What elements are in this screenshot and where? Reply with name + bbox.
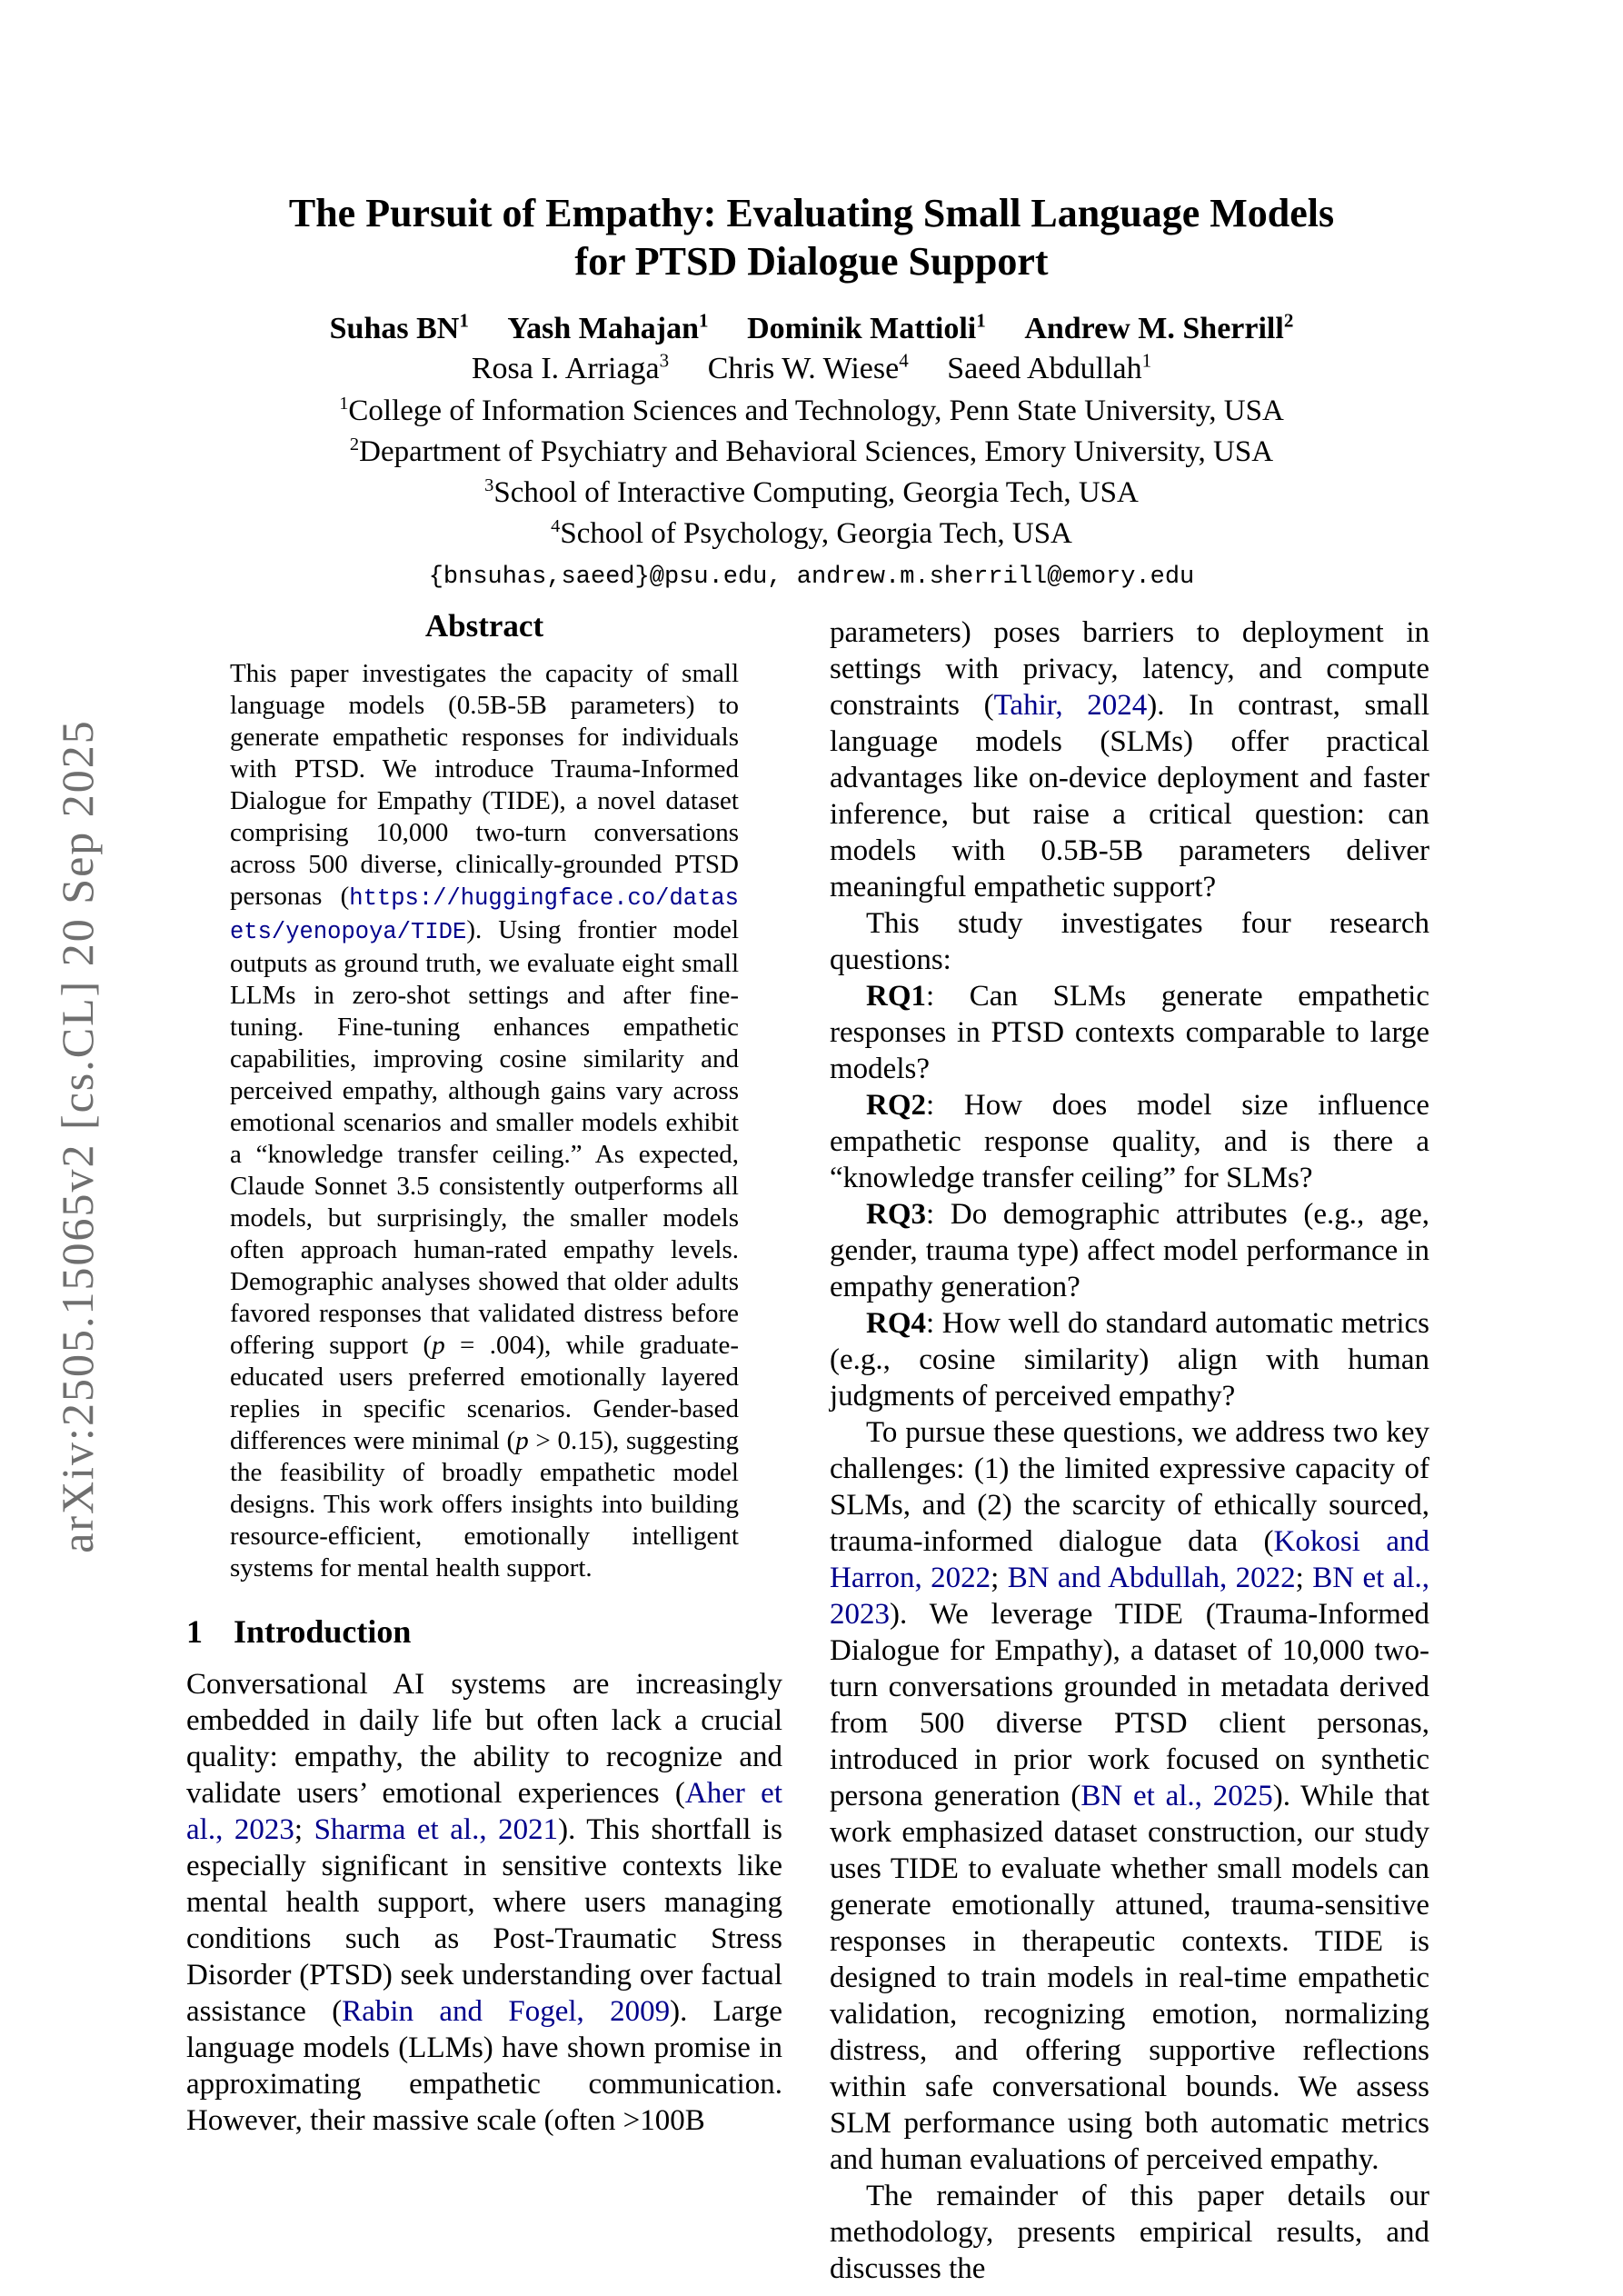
right-column: [830, 614, 1429, 2287]
bold-text: RQ3: [866, 1198, 926, 1231]
citation-link[interactable]: Sharma et al., 2021: [314, 1813, 559, 1846]
citation-link[interactable]: Rabin and Fogel, 2009: [342, 1995, 671, 2028]
text-segment: [669, 352, 708, 385]
arxiv-watermark: arXiv:2505.15065v2 [cs.CL] 20 Sep 2025: [52, 719, 103, 1553]
text-segment: : Can SLMs generate empathetic responses in PTSD contexts comparable to large models?: [830, 980, 1429, 1085]
bold-text: RQ1: [866, 980, 926, 1013]
affiliation-3: [0, 473, 1623, 514]
paper-title-line1: The Pursuit of Empathy: Evaluating Small Language Models: [288, 191, 1335, 235]
text-segment: parameters) poses barriers to deployment in settings with privacy, latency, and compute constraints (: [830, 616, 1429, 722]
left-column: [186, 607, 782, 2139]
text-segment: : Do demographic attributes (e.g., age, gender, trauma type) affect model performance in empathy generation?: [830, 1198, 1429, 1303]
text-segment: [469, 312, 508, 345]
superscript: 1: [699, 309, 709, 332]
text-segment: To pursue these questions, we address two key challenges: (1) the limited expressive capacity of SLMs, and (2) the scarcity of ethically sourced, trauma-informed dialogue data (: [830, 1416, 1429, 1558]
text-segment: College of Information Sciences and Technology, Penn State University, USA: [348, 394, 1284, 427]
text-segment: Department of Psychiatry and Behavioral Sciences, Emory University, USA: [359, 435, 1274, 468]
text-segment: Saeed Abdullah: [947, 352, 1142, 385]
text-segment: [986, 312, 1025, 345]
text-segment: [909, 352, 948, 385]
text-segment: The remainder of this paper details our methodology, presents empirical results, and discusses the: [830, 2180, 1429, 2285]
paper-title: [0, 189, 1623, 285]
affiliation-4: [0, 514, 1623, 554]
citation-link[interactable]: Aher et al., 2023: [186, 1777, 782, 1846]
text-segment: [709, 312, 748, 345]
superscript: 2: [349, 434, 360, 454]
abstract-heading: Abstract: [424, 608, 544, 644]
text-segment: ). We leverage TIDE (Trauma-Informed Dialogue for Empathy), a dataset of 10,000 two-turn conversations grounded in metadata derived from 500 diverse PTSD client personas, introduced in prior work focused on synthetic persona generation (: [830, 1598, 1429, 1812]
text-segment: This paper investigates the capacity of small language models (0.5B-5B parameters) to generate empathetic responses for individuals with PTSD. We introduce Trauma-Informed Dialogue for Empathy (TIDE), a novel dataset comprising 10,000 two-turn conversations across 500 diverse, clinically-grounded PTSD personas (: [230, 659, 739, 911]
text-segment: Andrew M. Sherrill: [1024, 312, 1284, 345]
section-number: 1: [186, 1613, 203, 1650]
text-segment: ;: [294, 1813, 314, 1846]
text-segment: ). In contrast, small language models (SLMs) offer practical advantages like on-device deployment and faster inference, but raise a critical question: can models with 0.5B-5B parameters deliver meaningful empathetic support?: [830, 689, 1429, 903]
text-segment: : How does model size influence empathetic response quality, and is there a “knowledge transfer ceiling” for SLMs?: [830, 1089, 1429, 1194]
text-segment: Rosa I. Arriaga: [471, 352, 660, 385]
superscript: 4: [899, 349, 909, 372]
superscript: 2: [1283, 309, 1294, 332]
right-paragraph-2: [830, 905, 1429, 978]
italic-text: p: [432, 1331, 445, 1360]
right-paragraph-rq4: [830, 1305, 1429, 1414]
right-paragraph-rq3: [830, 1196, 1429, 1305]
superscript: 1: [459, 309, 469, 332]
text-segment: = .004), while graduate-educated users preferred emotionally layered replies in specific scenarios. Gender-based differences were minimal (: [230, 1331, 739, 1455]
affiliation-2: [0, 432, 1623, 473]
text-segment: ;: [1295, 1562, 1313, 1594]
paper-title-line2: for PTSD Dialogue Support: [574, 239, 1049, 284]
text-segment: Chris W. Wiese: [707, 352, 900, 385]
text-segment: School of Psychology, Georgia Tech, USA: [560, 517, 1072, 550]
intro-paragraph-1: [186, 1666, 782, 2139]
section-heading-introduction: [186, 1612, 782, 1652]
superscript: 1: [339, 394, 349, 414]
citation-link[interactable]: Kokosi and Harron, 2022: [830, 1525, 1429, 1594]
citation-link[interactable]: BN et al., 2023: [830, 1562, 1429, 1631]
bold-text: RQ2: [866, 1089, 926, 1122]
text-segment: ). Large language models (LLMs) have shown promise in approximating empathetic communication. However, their massive scale (often >100B: [186, 1995, 782, 2137]
text-segment: This study investigates four research questions:: [830, 907, 1429, 976]
right-paragraph-rq2: [830, 1087, 1429, 1196]
text-segment: Conversational AI systems are increasingly embedded in daily life but often lack a crucial quality: empathy, the ability to recognize and validate users’ emotional experiences (: [186, 1668, 782, 1810]
paper-header: [0, 189, 1623, 598]
citation-link[interactable]: BN et al., 2025: [1080, 1780, 1273, 1812]
right-paragraph-4: [830, 2178, 1429, 2287]
abstract-section: [186, 607, 782, 1584]
text-segment: ). This shortfall is especially significant in sensitive contexts like mental health support, where users managing conditions such as Post-Traumatic Stress Disorder (PTSD) seek understanding over factual assistance (: [186, 1813, 783, 2028]
abstract-text: [230, 658, 739, 1584]
text-segment: ). Using frontier model outputs as ground truth, we evaluate eight small LLMs in zero-shot settings and after fine-tuning. Fine-tuning enhances empathetic capabilities, improving cosine similarity and perceived empathy, although gains vary across emotional scenarios and smaller models exhibit a “knowledge transfer ceiling.” As expected, Claude Sonnet 3.5 consistently outperforms all models, but surprisingly, the smaller models often approach human-rated empathy levels. Demographic analyses showed that older adults favored responses that validated distress before offering support (: [230, 915, 739, 1360]
right-paragraph-rq1: [830, 978, 1429, 1087]
superscript: 3: [659, 349, 670, 372]
superscript: 4: [551, 516, 561, 536]
text-segment: Suhas BN: [329, 312, 460, 345]
text-segment: ). While that work emphasized dataset construction, our study uses TIDE to evaluate whether small models can generate emotionally attuned, trauma-sensitive responses in therapeutic contexts. TIDE is designed to train models in real-time empathetic validation, recognizing emotion, normalizing distress, and offering supportive reflections within safe conversational bounds. We assess SLM performance using both automatic metrics and human evaluations of perceived empathy.: [830, 1780, 1429, 2176]
url-link[interactable]: https://huggingface.co/datasets/yenopoya/TIDE: [230, 885, 739, 945]
superscript: 3: [484, 475, 494, 495]
italic-text: p: [515, 1426, 529, 1455]
text-segment: ;: [991, 1562, 1008, 1594]
citation-link[interactable]: Tahir, 2024: [993, 689, 1148, 722]
affiliation-list: [0, 391, 1623, 554]
bold-text: RQ4: [866, 1307, 926, 1340]
text-segment: > 0.15), suggesting the feasibility of broadly empathetic model designs. This work offers insights into building resource-efficient, emotionally intelligent systems for mental health support.: [230, 1426, 739, 1582]
text-segment: Dominik Mattioli: [747, 312, 977, 345]
citation-link[interactable]: BN and Abdullah, 2022: [1007, 1562, 1296, 1594]
author-line-1: [0, 309, 1623, 349]
section-title: Introduction: [234, 1613, 412, 1650]
right-paragraph-1: [830, 614, 1429, 905]
right-paragraph-3: [830, 1414, 1429, 2178]
email-line: {bnsuhas,saeed}@psu.edu, andrew.m.sherrill@emory.edu: [428, 564, 1195, 591]
text-segment: School of Interactive Computing, Georgia Tech, USA: [493, 476, 1139, 509]
text-segment: Yash Mahajan: [507, 312, 700, 345]
text-segment: : How well do standard automatic metrics (e.g., cosine similarity) align with human judgments of perceived empathy?: [830, 1307, 1429, 1413]
superscript: 1: [976, 309, 986, 332]
author-line-2: [0, 349, 1623, 389]
affiliation-1: [0, 391, 1623, 432]
superscript: 1: [1141, 349, 1152, 372]
